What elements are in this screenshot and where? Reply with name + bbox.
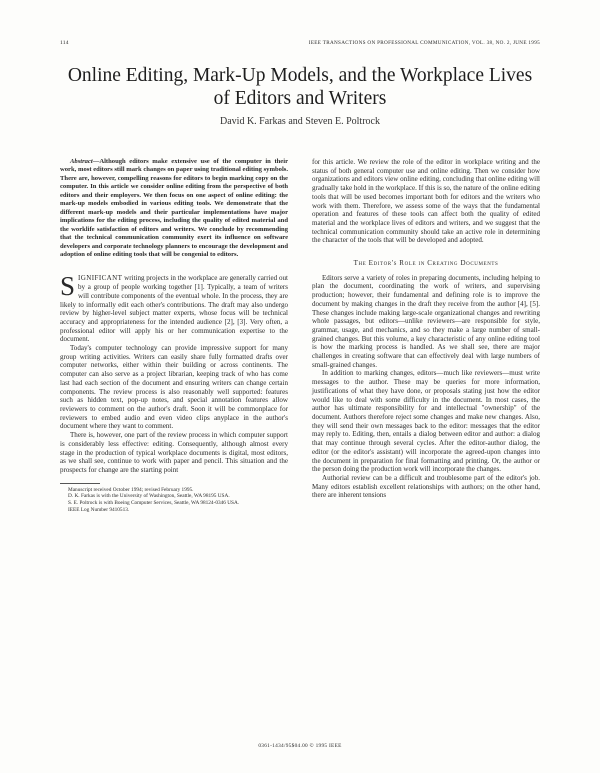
intro-paragraph-3: There is, however, one part of the review process in which computer support is considerably less effective: editing. Consequently, although almost every stage in the production of typical workplace documents is digital, most editors, as we shall see, continue to work with paper and pencil. This situation and the prospects for change are the starting point bbox=[60, 431, 288, 474]
left-column bbox=[60, 158, 288, 513]
running-header: IEEE TRANSACTIONS ON PROFESSIONAL COMMUNICATION, VOL. 38, NO. 2, JUNE 1995 bbox=[308, 40, 540, 46]
footnote-poltrock: S. E. Poltrock is with Boeing Computer Services, Seattle, WA 98124-0346 USA. bbox=[68, 500, 240, 507]
intro-paragraph-2: Today's computer technology can provide impressive support for many group writing activities. Writers can easily share fully formatted drafts over computer networks, either within their building or across continents. The computer can also serve as a project librarian, keeping track of who has come last had each section of the document and ensuring writers can change certain components. The review process is also reasonably well supported: features such as hidden text, pop-up notes, and special annotation features allow reviewers to comment on the author's draft. Soon it will be commonplace for reviewers to embed audio and even video clips anyplace in the author's document where they want to comment. bbox=[60, 344, 288, 431]
abstract-text: —Although editors make extensive use of the computer in their work, most editors still mark changes on paper using traditional editing symbols. There are, however, compelling reasons for editors to begin marking copy on the computer. In this article we consider online editing from the perspective of both editors and their employers. We then focus on one aspect of online editing: the mark-up models embodied in various editing tools. We demonstrate that the different mark-up models and their particular implementations have major implications for the editing process, including the quality of edited material and the worklife satisfaction of editors and writers. We conclude by recommending that the technical communication community exert its influence on software developers and corporate technology planners to encourage the development and adoption of online editing tools that will be congenial to editors. bbox=[60, 158, 288, 258]
footnote-log-number: IEEE Log Number 9410513. bbox=[68, 506, 130, 513]
footnote-farkas: D. K. Farkas is with the University of Washington, Seattle, WA 98195 USA. bbox=[68, 493, 230, 500]
drop-cap: S bbox=[60, 271, 76, 302]
footnote-received: Manuscript received October 1994; revised February 1995. bbox=[68, 486, 194, 493]
footnote-rule bbox=[60, 483, 100, 484]
right-column bbox=[312, 158, 540, 500]
intro-caps-lead: IGNIFICANT bbox=[78, 274, 123, 283]
article-title: Online Editing, Mark-Up Models, and the Workplace Lives of Editors and Writers bbox=[67, 65, 533, 109]
abstract bbox=[60, 158, 288, 259]
right-paragraph-2: Editors serve a variety of roles in preparing documents, including helping to plan the document, coordinating the work of writers, and supervising production; however, their fundamental and defining role is to improve the document by making changes in the draft they receive from the author [4], [5]. These changes include making large-scale organizational changes and rewriting whole passages, but editors—unlike reviewers—are responsible for style, grammar, usage, and mechanics, and so they make a large number of small-grained changes. But this volume, a key characteristic of any online editing tool is how the marking process is handled. As we shall see, there are major challenges in creating software that can effectively deal with large numbers of small-grained changes. bbox=[312, 273, 540, 369]
right-paragraph-4: Authorial review can be a difficult and troublesome part of the editor's job. Many editors establish excellent relationships with authors; on the other hand, there are inherent tensions bbox=[312, 473, 540, 500]
intro-paragraph-1-text: writing projects in the workplace are generally carried out by a group of people working together [1]. Typically, a team of writers will contribute components of the eventual whole. In the process, they are likely to informally edit each other's contributions. The draft may also undergo review by higher-level subject matter experts, whose focus will be technical accuracy and appropriateness for the intended audience [2], [3]. Very often, a professional editor will apply his or her communication expertise to the document. bbox=[60, 274, 288, 344]
page-number: 114 bbox=[60, 40, 69, 46]
right-paragraph-3: In addition to marking changes, editors—much like reviewers—must write messages to the author. These may be queries for more information, justifications of what they have done, or proposals stating just how the editor would like to deal with some difficulty in the document. In most cases, the author has ultimate responsibility for and intellectual "ownership" of the document. Authors therefore reject some changes and make new changes. Also, they will send their own messages back to the editor: messages that the editor may reply to. Editing, then, entails a dialog between editor and author: a dialog that may continue through several cycles. After the editor-author dialog, the editor (or the editor's assistant) will incorporate the agreed-upon changes into the document in preparation for final formatting and printing. Or, the author or the person doing the production work will incorporate the changes. bbox=[312, 369, 540, 474]
copyright-footer: 0361-1434/95$04.00 © 1995 IEEE bbox=[258, 743, 342, 749]
abstract-lead: Abstract bbox=[70, 158, 93, 165]
intro-paragraph-1 bbox=[60, 271, 288, 344]
article-authors: David K. Farkas and Steven E. Poltrock bbox=[220, 116, 380, 127]
right-paragraph-1: for this article. We review the role of the editor in workplace writing and the status of both general computer use and online editing. Then we consider how organizations and editors view online editing, concluding that online editing will gradually take hold in the workplace. If this is so, the nature of the online editing tools that will be used becomes important both for editors and the writers who work with them. Therefore, we assess some of the ways that the fundamental operation and features of these tools can affect both the quality of edited material and the workplace lives of editors and writers, and we suggest that the technical communication community should take an active role in determining the character of the tools that will be developed and adopted. bbox=[312, 158, 540, 245]
section-heading: The Editor's Role in Creating Documents bbox=[353, 259, 499, 268]
